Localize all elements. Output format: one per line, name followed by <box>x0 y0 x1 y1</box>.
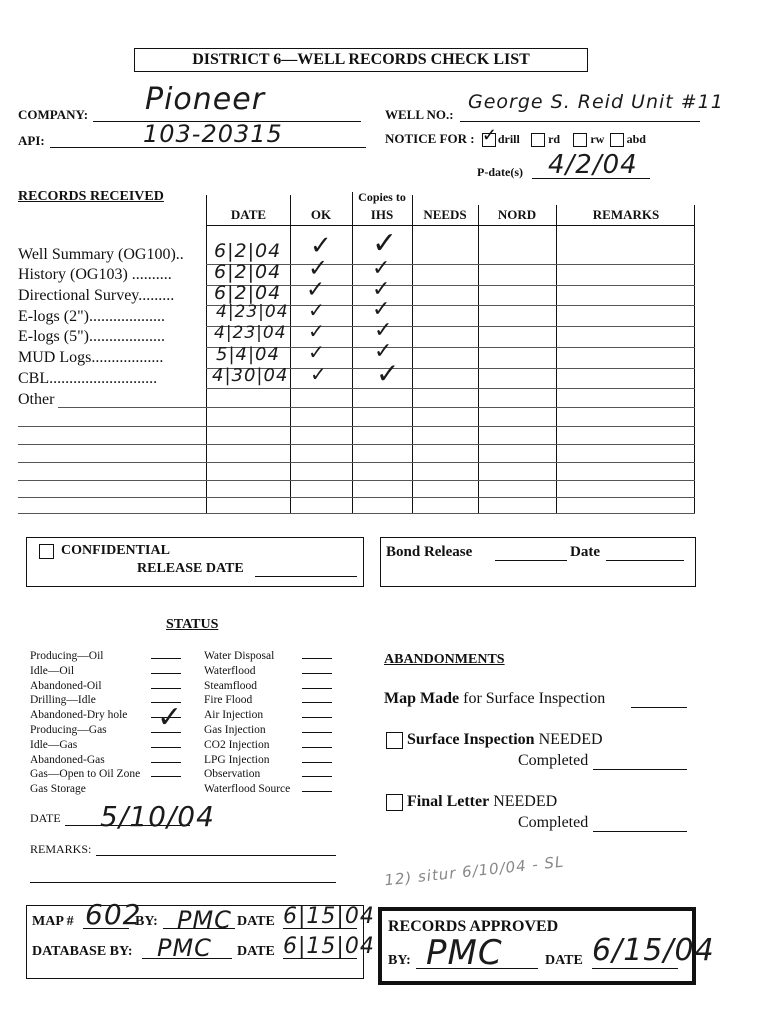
surface-inspection-row <box>386 731 603 749</box>
status-item[interactable]: Steamflood <box>204 679 258 692</box>
table-vline <box>694 205 695 513</box>
status-item[interactable]: Fire Flood <box>204 694 253 707</box>
records-approved-title: RECORDS APPROVED <box>388 918 559 935</box>
map-date-label: DATE <box>237 914 275 929</box>
ok-checkmark-icon: ✓ <box>308 298 326 322</box>
status-item[interactable]: Producing—Gas <box>30 723 107 736</box>
table-vline <box>478 205 479 513</box>
notice-option-rd: rd <box>548 132 561 146</box>
map-date-value: 6|15|04 <box>283 904 375 929</box>
release-date-line <box>255 576 357 577</box>
notice-option-rw: rw <box>590 132 605 146</box>
row-date: 4|30|04 <box>212 365 289 386</box>
ihs-checkmark-icon: ✓ <box>374 339 394 364</box>
table-vline <box>352 192 353 513</box>
row-rule <box>18 444 695 445</box>
status-remarks-label: REMARKS: <box>30 842 92 856</box>
checkmark-icon: ✓ <box>481 125 497 146</box>
notice-rd-checkbox[interactable] <box>531 133 545 147</box>
status-item[interactable]: Idle—Oil <box>30 664 75 677</box>
row-date: 6|2|04 <box>214 261 282 283</box>
release-date-label: RELEASE DATE <box>137 561 244 576</box>
final-letter-bold: Final Letter <box>407 793 490 810</box>
ok-checkmark-icon: ✓ <box>308 254 330 282</box>
status-item[interactable]: Abandoned-Oil <box>30 679 102 692</box>
status-date-label: DATE <box>30 811 61 825</box>
company-label: COMPANY: <box>18 107 89 122</box>
row-date: 5|4|04 <box>216 344 280 365</box>
ok-checkmark-icon: ✓ <box>306 277 327 303</box>
status-left <box>30 649 140 797</box>
confidential-box <box>26 537 364 587</box>
table-vline <box>412 195 413 513</box>
map-made-bold: Map Made <box>384 690 460 707</box>
ihs-checkmark-icon: ✓ <box>374 318 394 343</box>
row-label-cbl: CBL........................... <box>18 370 158 387</box>
well-no-line <box>460 121 700 122</box>
col-remarks: REMARKS <box>592 207 660 222</box>
table-vline <box>556 205 557 513</box>
row-date: 4|23|04 <box>214 323 287 343</box>
form-title-box <box>134 48 588 72</box>
col-needs: NEEDS <box>423 207 467 222</box>
api-value: 103-20315 <box>143 120 283 148</box>
ok-checkmark-icon: ✓ <box>308 319 326 343</box>
map-made-row <box>384 690 605 708</box>
status-title: STATUS <box>166 617 219 632</box>
ihs-checkmark-icon: ✓ <box>372 256 392 281</box>
row-label-elogs-2: E-logs (2")................... <box>18 308 165 325</box>
table-vline <box>290 195 291 513</box>
database-by-value: PMC <box>157 934 212 962</box>
notice-abd-checkbox[interactable] <box>610 133 624 147</box>
map-database-box <box>26 898 375 979</box>
ok-checkmark-icon: ✓ <box>310 362 328 386</box>
ok-checkmark-icon: ✓ <box>310 231 333 261</box>
surface-inspection-bold: Surface Inspection <box>407 731 535 748</box>
status-item[interactable]: Gas—Open to Oil Zone <box>30 768 141 781</box>
database-date-label: DATE <box>237 944 275 959</box>
abandonments-title: ABANDONMENTS <box>384 652 505 667</box>
col-copies-line1: Copies to <box>358 190 406 204</box>
database-by-label: DATABASE BY: <box>32 944 133 959</box>
abandonment-scribble: 12) situr 6/10/04 - SL <box>383 852 566 890</box>
approved-by-value: PMC <box>426 933 503 973</box>
bond-box <box>380 537 696 587</box>
status-item[interactable]: Drilling—Idle <box>30 694 96 707</box>
col-nord: NORD <box>497 207 537 222</box>
status-item[interactable]: Abandoned-Gas <box>30 753 105 766</box>
database-date-value: 6|15|04 <box>283 934 375 959</box>
map-made-rest: for Surface Inspection <box>463 690 606 707</box>
api-label: API: <box>18 133 45 148</box>
status-date-value: 5/10/04 <box>100 800 215 833</box>
notice-rw-checkbox[interactable] <box>573 133 587 147</box>
row-label-well-summary: Well Summary (OG100).. <box>18 246 184 263</box>
pdate-label: P-date(s) <box>477 165 523 179</box>
col-copies-line2: IHS <box>370 207 394 222</box>
table-vline <box>206 195 207 513</box>
company-value: Pioneer <box>145 82 266 117</box>
status-right <box>204 649 290 797</box>
row-label-mud-logs: MUD Logs.................. <box>18 349 164 366</box>
status-dry-hole-checkmark-icon: ✓ <box>157 700 184 735</box>
status-item[interactable]: Waterflood Source <box>204 783 291 796</box>
notice-option-drill: drill <box>497 132 520 146</box>
row-rule <box>18 497 695 498</box>
table-header-rule <box>206 225 695 226</box>
approved-date-value: 6/15/04 <box>592 933 715 968</box>
map-by-value: PMC <box>177 906 232 934</box>
status-item[interactable]: Water Disposal <box>204 650 275 662</box>
bond-label: Bond Release <box>386 544 473 560</box>
row-rule <box>58 407 695 408</box>
records-approved-box <box>378 907 715 985</box>
approved-by-label: BY: <box>388 953 411 968</box>
final-completed-label: Completed <box>518 814 589 831</box>
surface-completed-label: Completed <box>518 752 589 769</box>
row-rule <box>18 462 695 463</box>
confidential-label: CONFIDENTIAL <box>61 543 170 558</box>
surface-inspection-checkbox[interactable] <box>386 732 403 749</box>
map-value: 602 <box>85 898 142 931</box>
row-label-directional-survey: Directional Survey......... <box>18 287 175 304</box>
remarks-line <box>30 882 336 883</box>
row-label-elogs-5: E-logs (5")................... <box>18 328 165 345</box>
row-date: 4|23|04 <box>216 302 289 322</box>
notice-label: NOTICE FOR : <box>385 131 475 146</box>
col-date: DATE <box>230 207 267 222</box>
bond-line <box>495 560 567 561</box>
status-item[interactable]: LPG Injection <box>204 753 270 766</box>
status-item[interactable]: Gas Storage <box>30 783 86 796</box>
notice-option-abd: abd <box>626 132 646 146</box>
status-item[interactable]: Abandoned-Dry hole <box>30 709 128 722</box>
confidential-checkbox[interactable] <box>39 544 54 559</box>
final-letter-row <box>386 793 557 811</box>
ihs-checkmark-icon: ✓ <box>372 277 392 302</box>
notice-drill-checkbox[interactable] <box>481 125 497 147</box>
approved-date-label: DATE <box>545 953 583 968</box>
form-title: DISTRICT 6—WELL RECORDS CHECK LIST <box>192 51 530 68</box>
final-letter-rest: NEEDED <box>493 793 558 810</box>
status-right-blanks <box>302 649 332 797</box>
row-rule <box>18 480 695 481</box>
row-date: 6|2|04 <box>214 240 282 262</box>
status-item[interactable]: Gas Injection <box>204 723 266 736</box>
row-label-history: History (OG103) .......... <box>18 266 172 283</box>
row-rule <box>206 388 695 389</box>
surface-inspection-rest: NEEDED <box>538 731 603 748</box>
ihs-checkmark-icon: ✓ <box>372 297 392 322</box>
approved-date-line <box>592 968 678 969</box>
pdate-value: 4/2/04 <box>548 150 638 180</box>
bond-date-label: Date <box>570 544 600 560</box>
ihs-checkmark-icon: ✓ <box>372 226 399 261</box>
well-no-label: WELL NO.: <box>385 107 454 122</box>
status-item[interactable]: Idle—Gas <box>30 738 78 751</box>
row-date: 6|2|04 <box>214 282 282 304</box>
map-label: MAP # <box>32 914 74 929</box>
status-item[interactable]: Producing—Oil <box>30 650 104 662</box>
well-no-value: George S. Reid Unit #11 <box>468 91 724 113</box>
col-ok: OK <box>310 207 332 222</box>
notice-row <box>385 125 646 147</box>
map-made-line <box>631 707 687 708</box>
final-letter-checkbox[interactable] <box>386 794 403 811</box>
status-item[interactable]: CO2 Injection <box>204 738 270 751</box>
final-completed-line <box>593 831 687 832</box>
map-by-label: BY: <box>135 914 158 929</box>
status-item[interactable]: Waterflood <box>204 664 256 677</box>
records-section-label: RECORDS RECEIVED <box>18 189 164 204</box>
ihs-checkmark-icon: ✓ <box>376 357 401 390</box>
row-label-other: Other <box>18 391 55 408</box>
surface-completed-line <box>593 769 687 770</box>
ok-checkmark-icon: ✓ <box>308 340 326 364</box>
remarks-line <box>96 855 336 856</box>
status-item[interactable]: Observation <box>204 768 261 781</box>
row-rule <box>18 513 695 514</box>
row-rule <box>18 426 695 427</box>
bond-date-line <box>606 560 684 561</box>
status-item[interactable]: Air Injection <box>204 709 264 722</box>
